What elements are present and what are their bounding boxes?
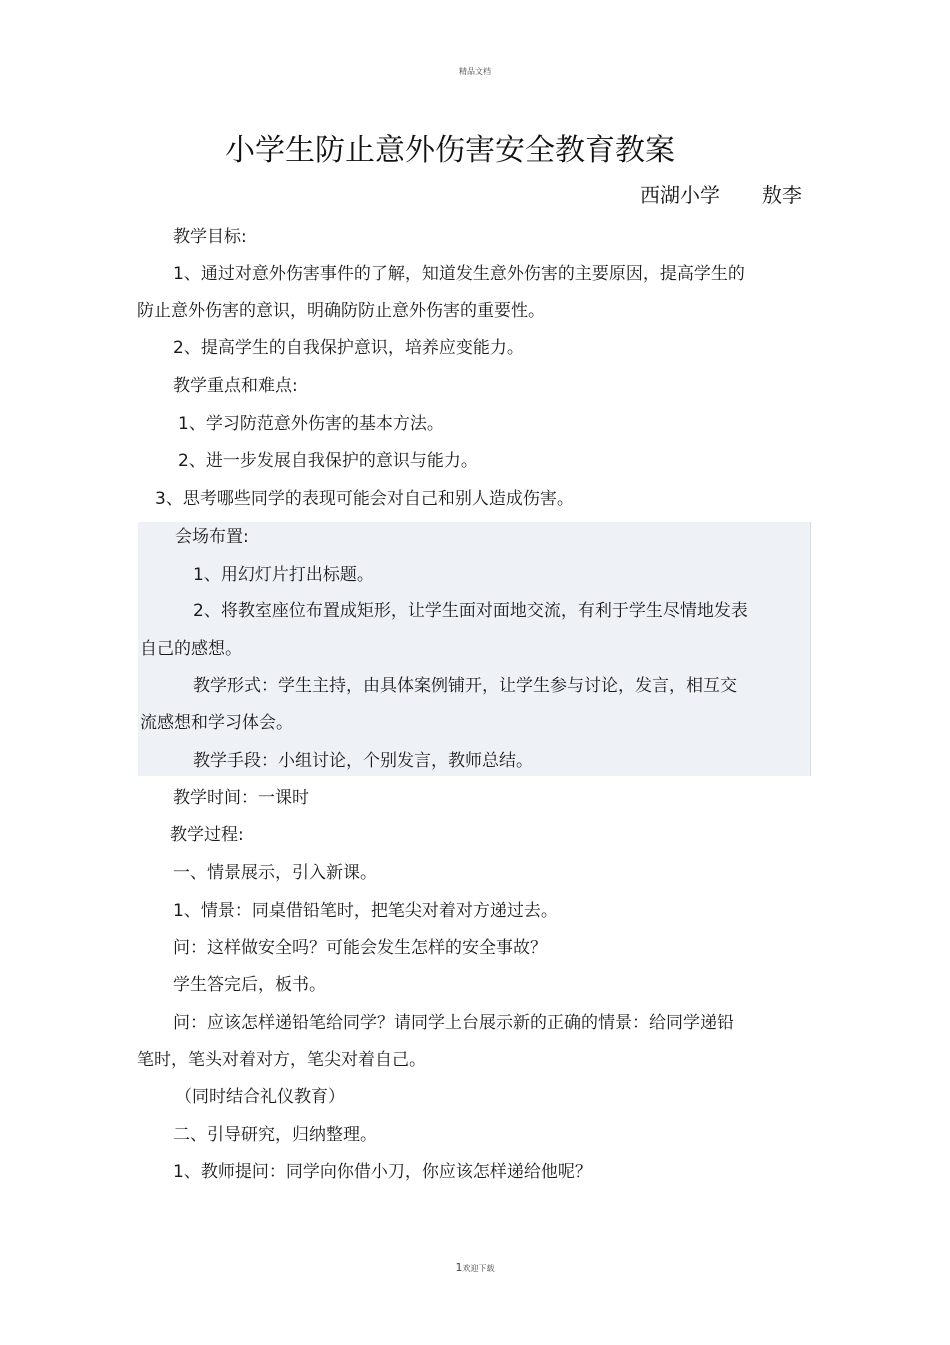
process-question-1: 问：这样做安全吗？可能会发生怎样的安全事故？	[173, 938, 547, 958]
page-footer	[0, 1261, 950, 1274]
page-number: 1	[455, 1261, 463, 1274]
venue-item-1: 1、用幻灯片打出标题。	[193, 565, 374, 585]
process-question-2-line-2: 笔时，笔头对着对方，笔尖对着自己。	[137, 1050, 426, 1070]
author-school: 西湖小学	[640, 183, 720, 207]
process-question-2-line-1: 问：应该怎样递铅笔给同学？请同学上台展示新的正确的情景：给同学递铅	[173, 1013, 734, 1033]
header-note: 精品文档	[459, 67, 491, 76]
process-note: （同时结合礼仪教育）	[175, 1087, 345, 1107]
footer-text: 欢迎下载	[462, 1264, 495, 1273]
key-point-3: 3、思考哪些同学的表现可能会对自己和别人造成伤害。	[155, 489, 574, 509]
process-heading: 教学过程:	[170, 825, 244, 845]
process-question-3: 1、教师提问：同学向你借小刀，你应该怎样递给他呢？	[173, 1162, 592, 1182]
key-point-2: 2、进一步发展自我保护的意识与能力。	[178, 451, 478, 471]
goals-heading: 教学目标:	[173, 227, 247, 247]
goal-2: 2、提高学生的自我保护意识，培养应变能力。	[173, 338, 524, 358]
author-line	[640, 179, 802, 208]
venue-heading: 会场布置:	[175, 527, 249, 547]
key-points-heading: 教学重点和难点:	[173, 376, 298, 396]
teaching-form-line-2: 流感想和学习体会。	[140, 713, 293, 733]
process-answer-1: 学生答完后，板书。	[173, 975, 326, 995]
teaching-means: 教学手段：小组讨论，个别发言，教师总结。	[193, 751, 533, 771]
teaching-time: 教学时间：一课时	[173, 788, 309, 808]
process-section-2: 二、引导研究，归纳整理。	[173, 1125, 377, 1145]
goal-1-line-2: 防止意外伤害的意识，明确防防止意外伤害的重要性。	[137, 301, 545, 321]
process-scene-1: 1、情景：同桌借铅笔时，把笔尖对着对方递过去。	[173, 901, 558, 921]
key-point-1: 1、学习防范意外伤害的基本方法。	[178, 414, 444, 434]
venue-item-2-line-1: 2、将教室座位布置成矩形，让学生面对面地交流，有利于学生尽情地发表	[193, 601, 748, 621]
process-section-1: 一、情景展示，引入新课。	[173, 863, 377, 883]
venue-item-2-line-2: 自己的感想。	[140, 639, 242, 659]
page-title: 小学生防止意外伤害安全教育教案	[225, 133, 675, 168]
teaching-form-line-1: 教学形式：学生主持，由具体案例铺开，让学生参与讨论，发言，相互交	[193, 676, 737, 696]
goal-1-line-1: 1、通过对意外伤害事件的了解，知道发生意外伤害的主要原因，提高学生的	[173, 264, 745, 284]
author-name: 敖李	[762, 183, 802, 207]
